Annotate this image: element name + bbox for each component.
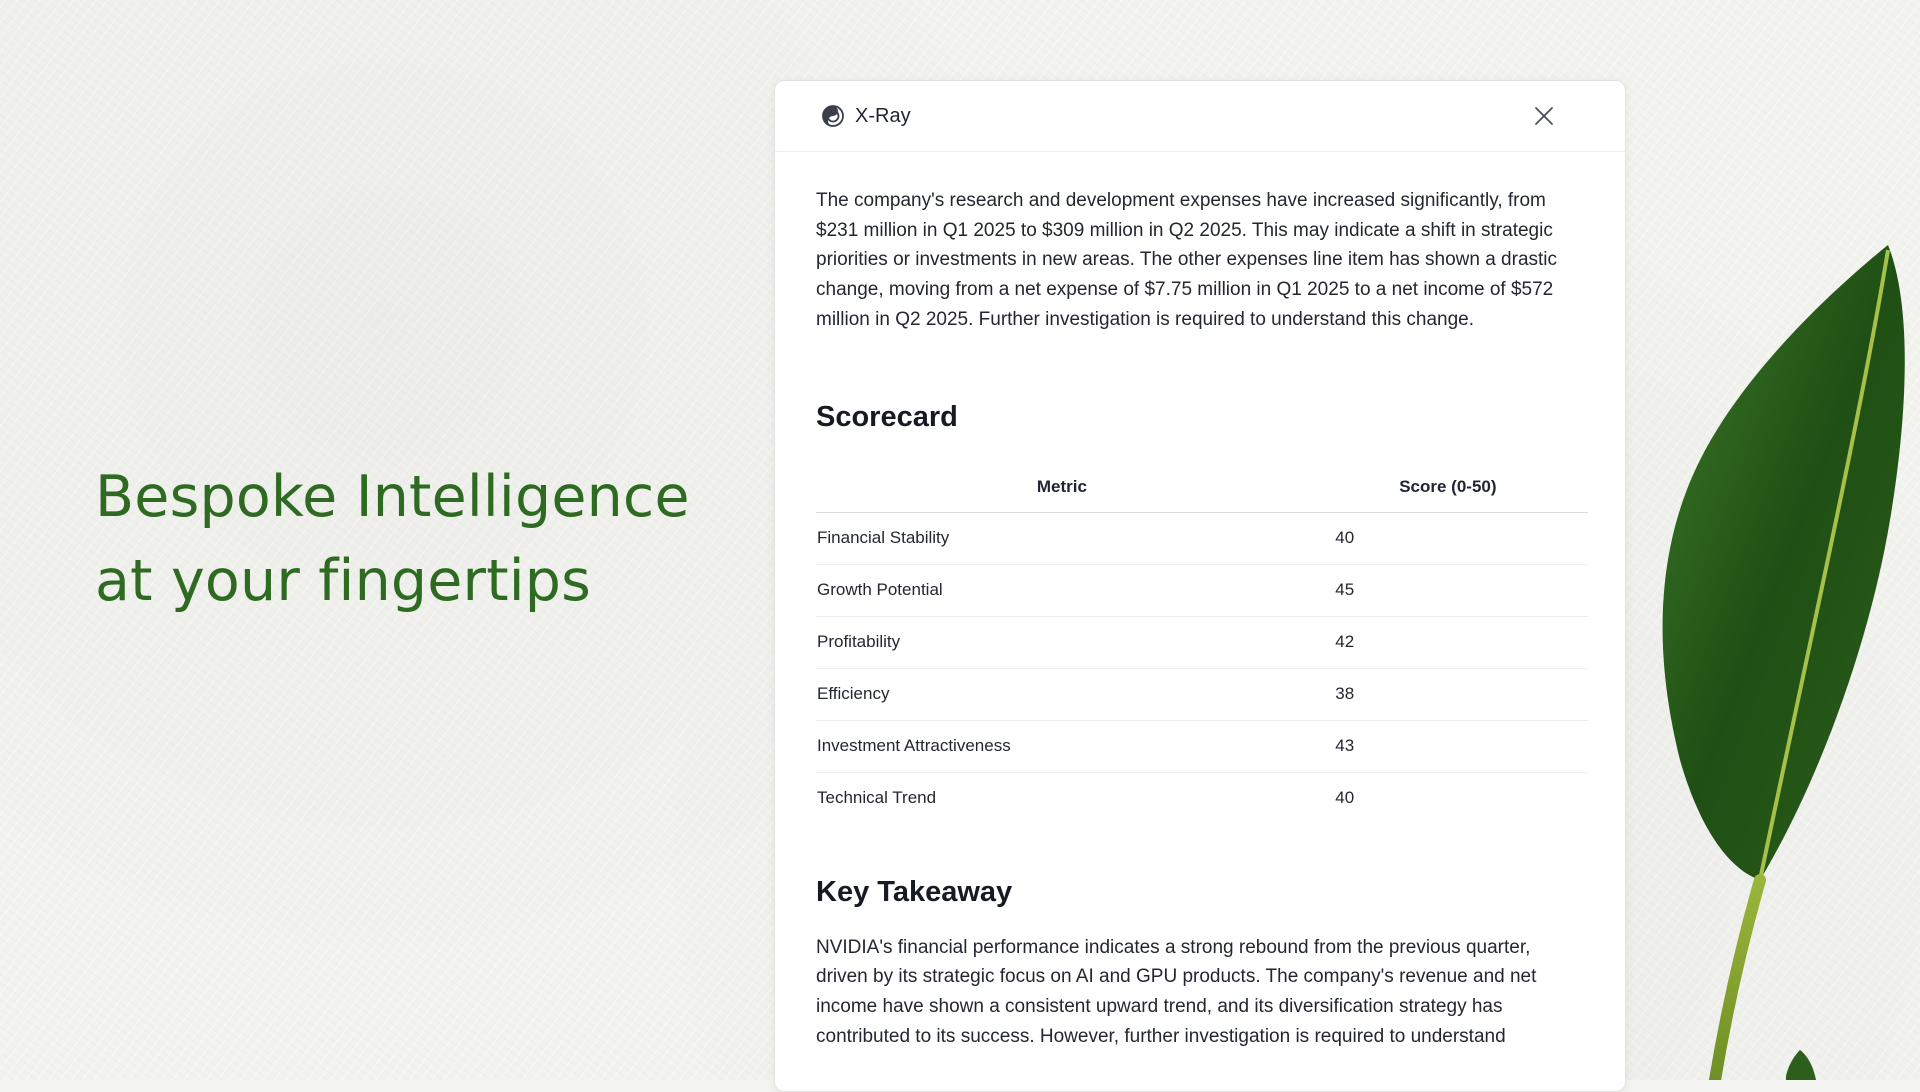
hero-headline: [95, 455, 715, 623]
metric-cell: Growth Potential: [816, 564, 1308, 616]
close-button[interactable]: [1531, 103, 1557, 129]
score-cell: 40: [1335, 788, 1355, 808]
score-cell: 45: [1335, 580, 1355, 600]
hero-line-1: Bespoke Intelligence: [95, 464, 690, 530]
metric-cell: Efficiency: [816, 668, 1308, 720]
xray-panel: [774, 80, 1626, 1092]
metric-cell: Financial Stability: [816, 512, 1308, 564]
score-column-header: Score (0-50): [1308, 462, 1588, 513]
panel-title: X-Ray: [855, 104, 911, 127]
panel-header: [775, 81, 1625, 152]
score-cell: 42: [1335, 632, 1355, 652]
takeaway-paragraph: NVIDIA's financial performance indicates a strong rebound from the previous quarter, driven by its strategic focus on AI and GPU products. The company's revenue and net income have shown a consistent upward trend, and its diversification strategy has contributed to its success. However, further investigation is required to understand: [816, 936, 1537, 1047]
summary-paragraph: The company's research and development expenses have increased significantly, from $231 million in Q1 2025 to $309 million in Q2 2025. This may indicate a shift in strategic priorities or investments in new areas. The other expenses line item has shown a drastic change, moving from a net expense of $7.75 million in Q1 2025 to a net income of $572 million in Q2 2025. Further investigation is required to understand this change.: [816, 190, 1558, 330]
score-cell: 40: [1335, 528, 1355, 548]
close-icon: [1534, 106, 1554, 126]
table-row: [816, 720, 1588, 772]
metric-cell: Profitability: [816, 616, 1308, 668]
metric-cell: Investment Attractiveness: [816, 720, 1308, 772]
key-takeaway-heading: Key Takeaway: [816, 875, 1013, 908]
metric-cell: Technical Trend: [817, 788, 937, 808]
table-row: [816, 772, 1588, 824]
scorecard-heading: Scorecard: [816, 400, 958, 433]
metric-column-header: Metric: [816, 462, 1308, 513]
score-cell: 38: [1335, 684, 1355, 704]
table-header-row: [816, 462, 1588, 513]
table-row: [816, 564, 1588, 616]
panel-body: [775, 152, 1625, 1051]
xray-icon: [821, 104, 845, 128]
table-row: [816, 668, 1588, 720]
table-row: [816, 616, 1588, 668]
table-row: [816, 512, 1588, 564]
hero-line-2: at your fingertips: [95, 548, 592, 614]
scorecard-table: [816, 462, 1588, 824]
plant-leaf-image: [1620, 0, 1920, 1080]
score-cell: 43: [1335, 736, 1355, 756]
